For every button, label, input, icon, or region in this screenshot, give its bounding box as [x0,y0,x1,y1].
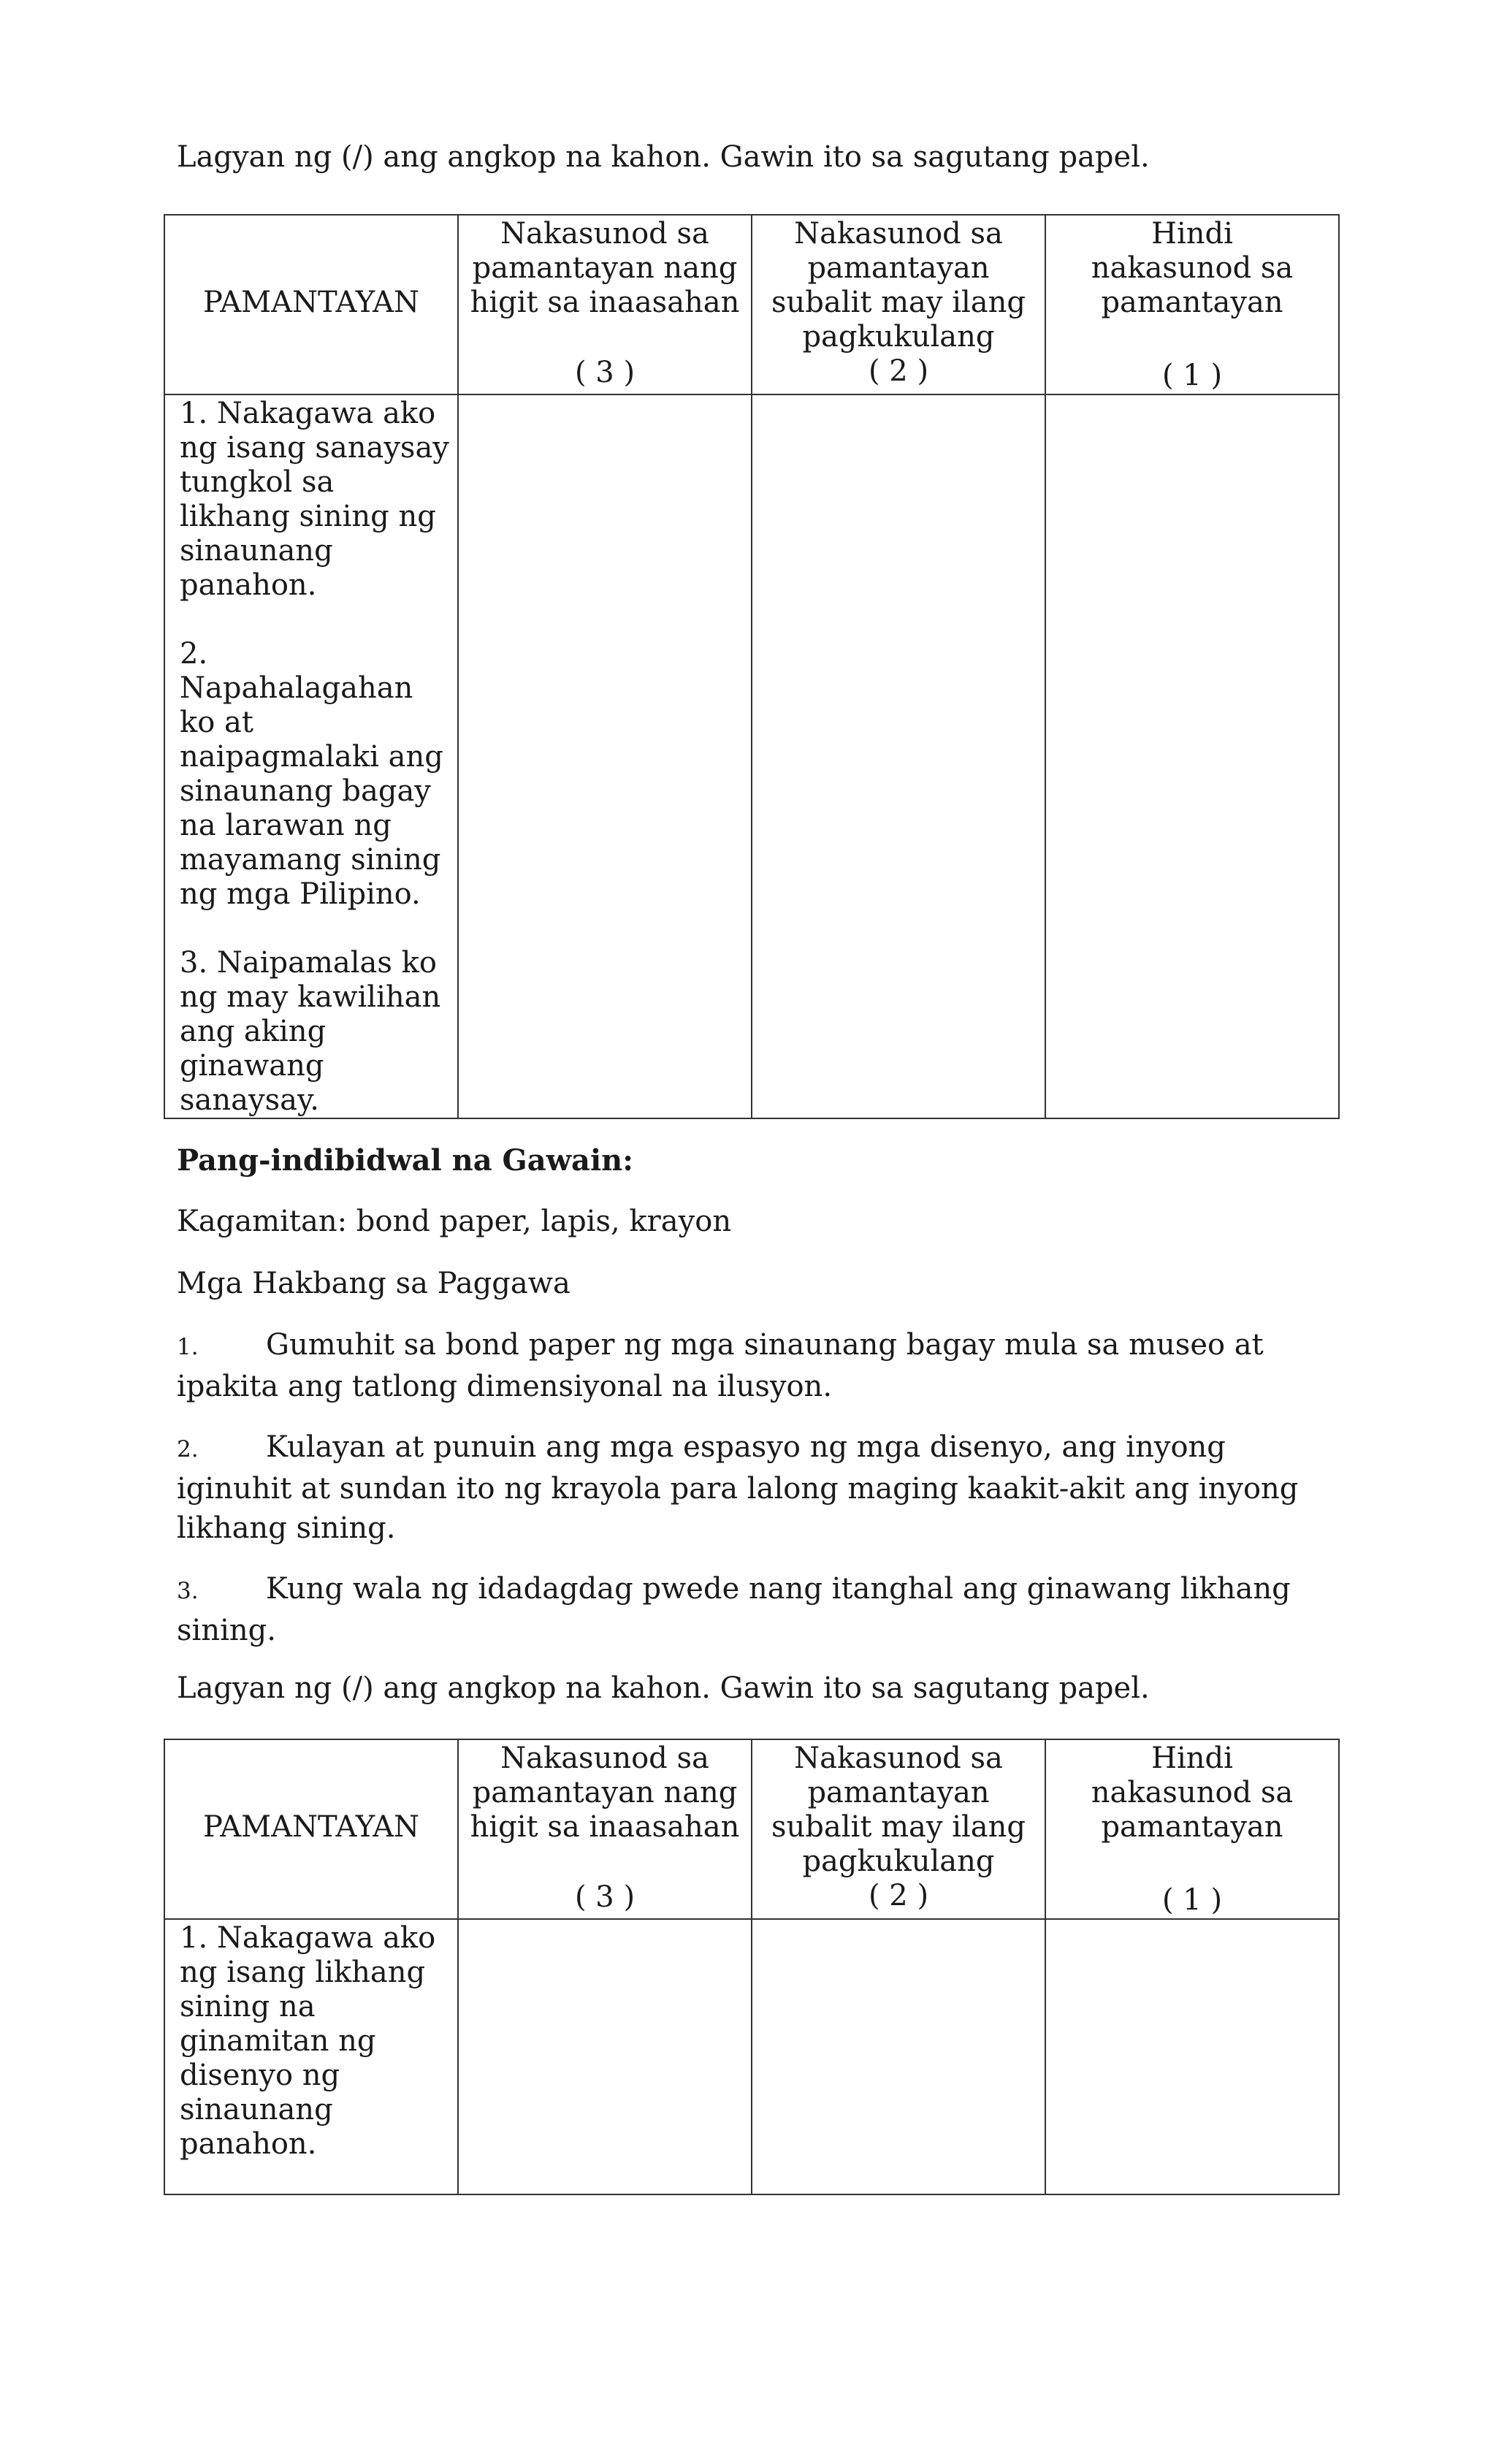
header-score-3-value: ( 3 ) [574,356,636,389]
score-2-cell[interactable] [752,394,1045,1118]
header-score-2-value: ( 2 ) [868,1879,929,1912]
table-row [164,394,1339,1118]
step-number: 3. [177,1578,199,1604]
header-score-3 [458,215,752,394]
header-criteria-label: PAMANTAYAN [203,1810,419,1844]
header-score-1-label: Hindi nakasunod sa pamantayan [1091,1742,1294,1844]
table-row [164,1919,1339,2194]
step-number: 1. [177,1334,199,1360]
step-item [177,1325,1338,1406]
header-score-3-label: Nakasunod sa pamantayan nang higit sa inaasahan [470,217,740,319]
criteria-item: 3. Naipamalas ko ng may kawilihan ang aking ginawang sanaysay. [180,946,441,1117]
header-criteria [164,1739,458,1919]
criteria-item: 1. Nakagawa ako ng isang likhang sining na ginamitan ng disenyo ng sinaunang panahon. [180,1921,436,2161]
header-score-2-value: ( 2 ) [868,354,929,388]
step-text-continued: sining. [177,1614,276,1647]
table-header-row [164,1739,1339,1919]
header-score-1-label: Hindi nakasunod sa pamantayan [1091,217,1294,319]
score-1-cell[interactable] [1045,1919,1339,2194]
step-text-continued: iginuhit at sundan ito ng krayola para lalong maging kaakit-akit ang inyong [177,1472,1299,1506]
table-header-row [164,215,1339,394]
step-text-continued: ipakita ang tatlong dimensiyonal na ilusyon. [177,1370,833,1403]
materials-text: Kagamitan: bond paper, lapis, krayon [177,1205,732,1238]
rubric-table-1 [164,214,1340,1119]
header-score-2 [752,215,1045,394]
step-text: Kulayan at punuin ang mga espasyo ng mga disenyo, ang inyong [266,1430,1226,1464]
header-score-1-value: ( 1 ) [1161,1883,1223,1917]
header-score-2-label: Nakasunod sa pamantayan subalit may ilang pagkukulang [771,217,1026,354]
instruction-text: Lagyan ng (/) ang angkop na kahon. Gawin ito sa sagutang papel. [177,1671,1150,1705]
step-text-continued: likhang sining. [177,1511,396,1545]
header-score-2-label: Nakasunod sa pamantayan subalit may ilang pagkukulang [771,1742,1026,1878]
header-score-3-label: Nakasunod sa pamantayan nang higit sa inaasahan [470,1742,740,1844]
header-score-2 [752,1739,1045,1919]
header-score-3-value: ( 3 ) [574,1880,636,1914]
criteria-item: 2. Napahalagahan ko at naipagmalaki ang sinaunang bagay na larawan ng mayamang sining ng mga Pilipino. [180,637,443,911]
criteria-item: 1. Nakagawa ako ng isang sanaysay tungkol sa likhang sining ng sinaunang panahon. [180,397,449,602]
header-score-1 [1045,215,1339,394]
step-text: Kung wala ng idadagdag pwede nang itanghal ang ginawang likhang [266,1572,1291,1606]
score-1-cell[interactable] [1045,394,1339,1118]
criteria-cell [164,1919,458,2194]
header-score-3 [458,1739,752,1919]
rubric-table-2 [164,1739,1340,2195]
steps-title: Mga Hakbang sa Paggawa [177,1267,570,1300]
step-text: Gumuhit sa bond paper ng mga sinaunang bagay mula sa museo at [266,1328,1264,1362]
step-item [177,1569,1338,1650]
header-score-1 [1045,1739,1339,1919]
header-criteria-label: PAMANTAYAN [203,286,419,319]
step-item [177,1427,1338,1548]
score-2-cell[interactable] [752,1919,1045,2194]
instruction-text: Lagyan ng (/) ang angkop na kahon. Gawin ito sa sagutang papel. [177,140,1150,174]
score-3-cell[interactable] [458,1919,752,2194]
step-number: 2. [177,1436,199,1462]
header-criteria [164,215,458,394]
score-3-cell[interactable] [458,394,752,1118]
criteria-cell [164,394,458,1118]
header-score-1-value: ( 1 ) [1161,359,1223,392]
section-title: Pang-indibidwal na Gawain: [177,1143,634,1178]
